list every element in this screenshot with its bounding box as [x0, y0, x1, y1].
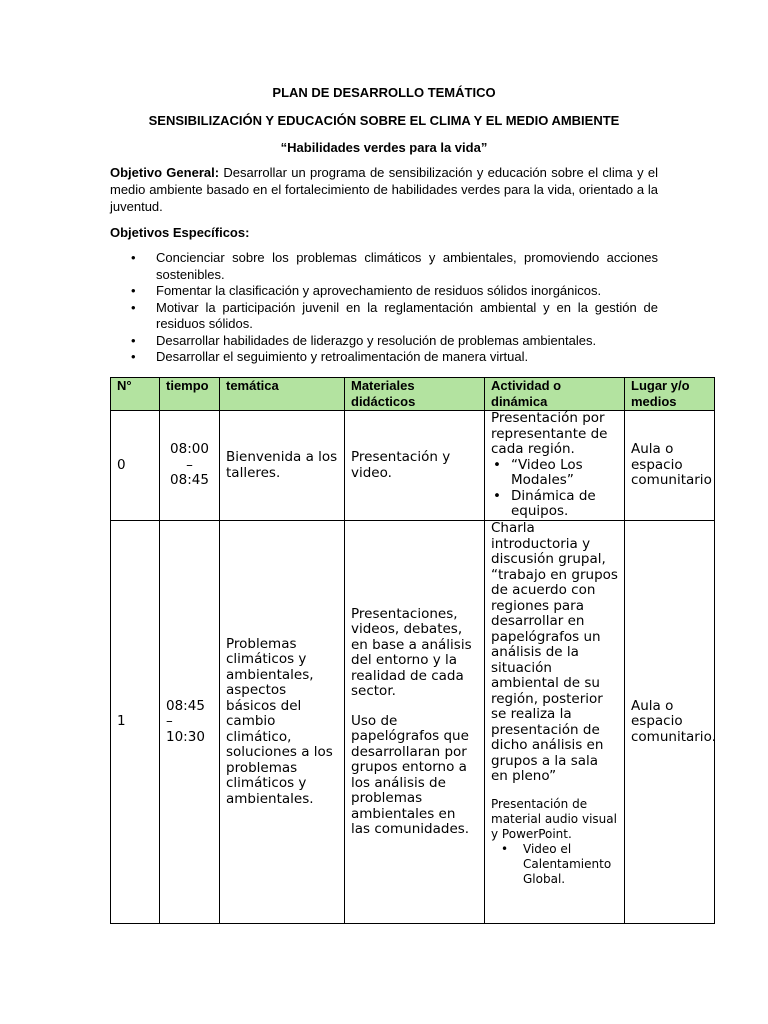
row-activity: Presentación por representante de cada región. • “Video Los Modales” • Dinámica de equipos. — [485, 411, 625, 521]
header-time: tiempo — [160, 378, 220, 411]
header-activity: Actividad o dinámica — [485, 378, 625, 411]
row-materials: Presentaciones, videos, debates, en base a análisis del entorno y la realidad de cada sector. Uso de papelógrafos que desarrollaran por grupos entorno a los análisis de problemas ambientales en las comunidades. — [345, 521, 485, 924]
list-item: • Motivar la participación juvenil en la reglamentación ambiental y en la gestión de residuos sólidos. — [131, 299, 658, 331]
row-place: Aula o espacio comunitario. — [625, 521, 715, 924]
header-materials: Materiales didácticos — [345, 378, 485, 411]
table-row — [111, 521, 715, 924]
bullet-icon: • — [131, 250, 136, 265]
row-num: 1 — [111, 521, 160, 924]
list-item: • “Video Los Modales” — [493, 456, 583, 488]
header-place: Lugar y/o medios — [625, 378, 715, 411]
bullet-icon: • — [131, 332, 136, 348]
specific-objectives-list — [110, 250, 658, 366]
bullet-icon: • — [501, 841, 509, 856]
row-topic: Bienvenida a los talleres. — [220, 411, 345, 521]
row-topic: Problemas climáticos y ambientales, aspectos básicos del cambio climático, soluciones a los problemas climáticos y ambientales. — [220, 521, 345, 924]
specific-objectives-title: Objetivos Específicos: — [110, 225, 250, 240]
table-header-row — [111, 378, 715, 411]
row-time: 08:00 – 08:45 — [160, 411, 220, 521]
row-materials: Presentación y video. — [345, 411, 485, 521]
bullet-icon: • — [131, 283, 136, 298]
list-item: • Desarrollar habilidades de liderazgo y resolución de problemas ambientales. — [131, 332, 597, 348]
list-item: • Concienciar sobre los problemas climáticos y ambientales, promoviendo acciones sostenibles. — [131, 250, 658, 282]
row-time: 08:45 – 10:30 — [160, 521, 220, 924]
bullet-icon: • — [493, 487, 501, 504]
bullet-icon: • — [131, 299, 136, 315]
bullet-icon: • — [493, 456, 501, 473]
general-objective — [110, 164, 658, 215]
table-row — [111, 411, 715, 521]
document-title: PLAN DE DESARROLLO TEMÁTICO — [272, 85, 496, 100]
row-num: 0 — [111, 411, 160, 521]
general-objective-text: Desarrollar un programa de sensibilización y educación sobre el clima y el medio ambiente basado en el fortalecimiento de habilidades verdes para la vida, orientado a la juventud. — [110, 165, 658, 214]
header-num: N° — [111, 378, 160, 411]
list-item: • Desarrollar el seguimiento y retroalimentación de manera virtual. — [131, 349, 529, 364]
list-item: • Video el Calentamiento Global. — [501, 841, 612, 886]
document-subtitle: SENSIBILIZACIÓN Y EDUCACIÓN SOBRE EL CLIMA Y EL MEDIO AMBIENTE — [148, 113, 620, 128]
header-topic: temática — [220, 378, 345, 411]
list-item: • Fomentar la clasificación y aprovechamiento de residuos sólidos inorgánicos. — [131, 283, 602, 298]
row-place: Aula o espacio comunitario — [625, 411, 715, 521]
plan-table — [110, 377, 715, 924]
list-item: • Dinámica de equipos. — [493, 487, 596, 519]
row-activity: Charla introductoria y discusión grupal, “trabajo en grupos de acuerdo con regiones para desarrollar en papelógrafos un análisis de la situación ambiental de su región, posterior se realiza la presentación de dicho análisis en grupos a la sala en pleno” Presentación de material audio visual y PowerPoint. • Video el Calentamiento Global. — [485, 521, 625, 924]
general-objective-label: Objetivo General: — [110, 165, 220, 180]
document-motto: “Habilidades verdes para la vida” — [280, 140, 488, 155]
bullet-icon: • — [131, 349, 136, 364]
